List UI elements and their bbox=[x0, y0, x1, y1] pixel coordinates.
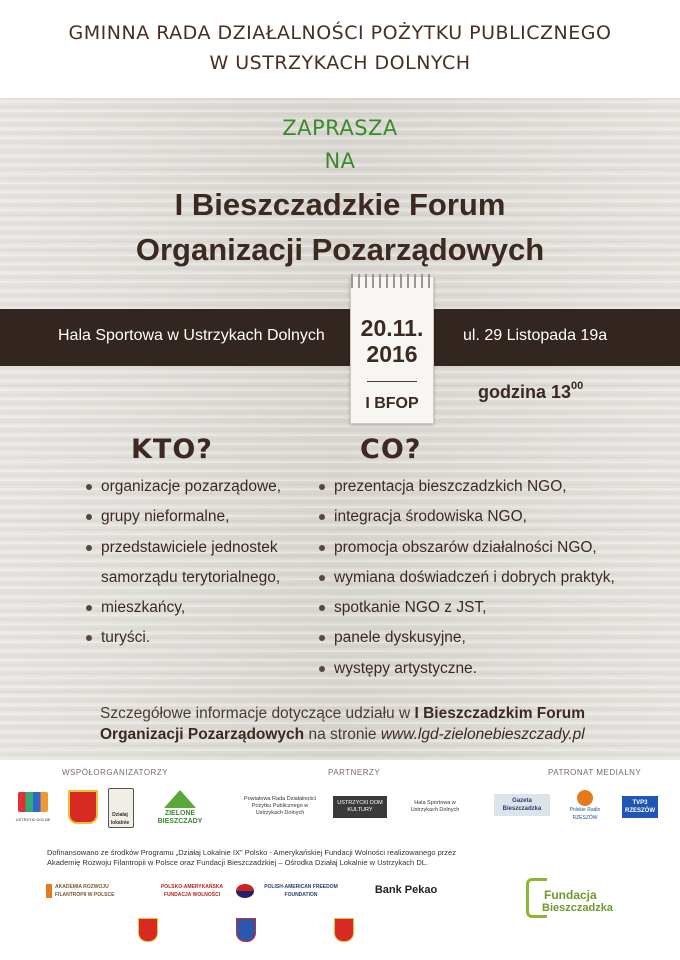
radio-icon bbox=[577, 790, 593, 806]
event-hour bbox=[478, 382, 583, 403]
fundacja-word-2: Bieszczadzka bbox=[542, 902, 613, 914]
hala-sportowa-logo: Hala Sportowa w Ustrzykach Dolnych bbox=[410, 800, 460, 813]
invite-line-1: ZAPRASZA bbox=[282, 116, 398, 140]
powiatowa-rada-logo: Powiatowa Rada Działalności Pożytku Publicznego w Ustrzykach Dolnych bbox=[243, 795, 317, 816]
event-title-line-2: Organizacji Pozarządowych bbox=[135, 232, 545, 267]
fundacja-word-1: Fundacja bbox=[544, 888, 597, 902]
list-item: grupy nieformalne, bbox=[86, 506, 281, 536]
gazeta-logo: Gazeta Bieszczadzka bbox=[494, 794, 550, 816]
list-item: promocja obszarów działalności NGO, bbox=[319, 537, 615, 567]
list-item: turyści. bbox=[86, 627, 281, 657]
address-text: ul. 29 Listopada 19a bbox=[463, 327, 608, 344]
hour-text: godzina 13 bbox=[478, 382, 572, 402]
spiral-binding-icon bbox=[351, 274, 433, 288]
bank-pekao-logo: Bank Pekao bbox=[374, 884, 438, 896]
coorganizers-label: WSPÓŁORGANIZATORZY bbox=[62, 768, 169, 777]
who-heading: KTO? bbox=[131, 434, 213, 465]
note-divider bbox=[367, 381, 417, 382]
info-band bbox=[0, 309, 680, 366]
pafw-emblem-icon bbox=[236, 884, 254, 898]
list-item: występy artystyczne. bbox=[319, 658, 615, 688]
crest-icon bbox=[236, 918, 256, 942]
what-list bbox=[319, 476, 615, 688]
dzialaj-lokalnie-text: Działaj lokalnie bbox=[110, 812, 130, 826]
event-abbreviation: I BFOP bbox=[365, 395, 419, 412]
media-label: PATRONAT MEDIALNY bbox=[548, 768, 642, 777]
pafw-logo: POLSKO-AMERYKAŃSKA FUNDACJA WOLNOŚCI bbox=[160, 884, 224, 898]
organizer-header bbox=[0, 0, 680, 98]
list-item: organizacje pozarządowe, bbox=[86, 476, 281, 506]
bullet-icon bbox=[319, 605, 325, 611]
details-paragraph: Szczegółowe informacje dotyczące udziału w I Bieszczadzkim Forum Organizacji Pozarządowych na stronie www.lgd-zielonebieszczady.pl bbox=[100, 705, 586, 743]
tvp3-logo: TVP3 RZESZÓW bbox=[622, 796, 658, 818]
list-item: prezentacja bieszczadzkich NGO, bbox=[319, 476, 615, 506]
event-date-year: 2016 bbox=[366, 341, 418, 367]
venue-text: Hala Sportowa w Ustrzykach Dolnych bbox=[58, 327, 325, 344]
ustrzyki-logo-icon bbox=[18, 792, 48, 812]
coat-of-arms-icon bbox=[68, 790, 98, 824]
mountain-icon bbox=[164, 790, 196, 808]
organizer-line-1: GMINNA RADA DZIAŁALNOŚCI POŻYTKU PUBLICZNEGO bbox=[68, 22, 612, 44]
bullet-icon bbox=[319, 484, 325, 490]
list-item: integracja środowiska NGO, bbox=[319, 506, 615, 536]
bullet-icon bbox=[319, 635, 325, 641]
funding-note: Dofinansowano ze środków Programu „Działaj Lokalnie IX" Polsko - Amerykańskiej Fundacji Wolności realizowanego przez Akademię Rozwoju Filantropii w Polsce oraz Fundacji Bieszczadzkiej – Ośrodka Działaj Lokalnie w Ustrzykach DL. bbox=[47, 848, 456, 867]
bullet-icon bbox=[319, 575, 325, 581]
ustrzyki-logo-text: USTRZYKI DOLNE bbox=[15, 817, 51, 822]
calendar-note bbox=[350, 277, 434, 424]
crest-icon bbox=[334, 918, 354, 942]
list-item: spotkanie NGO z JST, bbox=[319, 597, 615, 627]
paff-logo: POLISH-AMERICAN FREEDOM FOUNDATION bbox=[264, 884, 338, 898]
crest-icon bbox=[138, 918, 158, 942]
partners-label: PARTNERZY bbox=[328, 768, 381, 777]
zielone-bieszczady-logo: ZIELONE BIESZCZADY bbox=[157, 810, 203, 825]
who-list bbox=[86, 476, 281, 658]
event-date-day: 20.11. bbox=[360, 315, 424, 341]
invite-line-2: NA bbox=[324, 149, 356, 173]
bullet-icon bbox=[86, 545, 92, 551]
bullet-icon bbox=[86, 484, 92, 490]
bullet-icon bbox=[319, 545, 325, 551]
bullet-icon bbox=[319, 514, 325, 520]
dom-kultury-logo: USTRZYCKI DOM KULTURY bbox=[333, 796, 387, 818]
bullet-icon bbox=[86, 514, 92, 520]
radio-rzeszow-logo: Polskie Radio RZESZÓW bbox=[569, 807, 601, 821]
website-link[interactable]: www.lgd-zielonebieszczady.pl bbox=[380, 726, 585, 743]
list-item: mieszkańcy, bbox=[86, 597, 281, 627]
list-item: panele dyskusyjne, bbox=[319, 627, 615, 657]
list-item: przedstawiciele jednostek bbox=[86, 537, 281, 567]
bullet-icon bbox=[86, 635, 92, 641]
arfp-logo: AKADEMIA ROZWOJU FILANTROPII W POLSCE bbox=[46, 884, 133, 898]
hour-minutes: 00 bbox=[571, 380, 584, 392]
what-heading: CO? bbox=[360, 434, 422, 465]
bullet-icon bbox=[86, 605, 92, 611]
list-item: samorządu terytorialnego, bbox=[101, 568, 281, 586]
organizer-line-2: W USTRZYKACH DOLNYCH bbox=[209, 52, 471, 74]
bullet-icon bbox=[319, 666, 325, 672]
list-item: wymiana doświadczeń i dobrych praktyk, bbox=[319, 567, 615, 597]
event-title-line-1: I Bieszczadzkie Forum bbox=[174, 187, 506, 222]
